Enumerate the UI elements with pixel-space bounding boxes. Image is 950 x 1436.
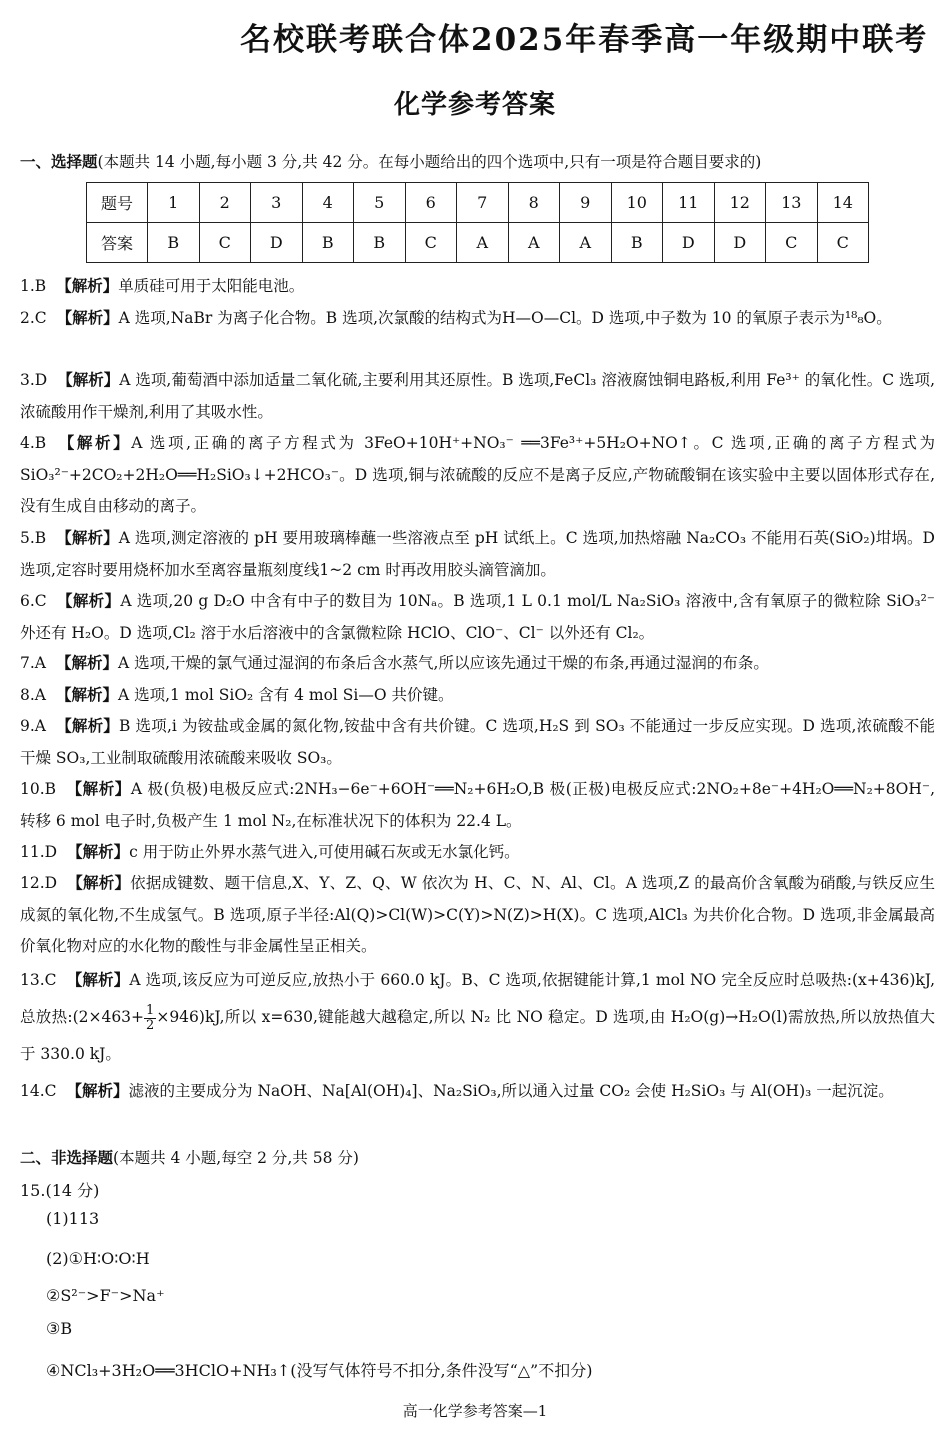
table-cell: A xyxy=(560,223,612,263)
q15-answer-3: ②S²⁻>F⁻>Na⁺ xyxy=(46,1286,165,1305)
table-cell: 1 xyxy=(148,183,200,223)
row-label: 答案 xyxy=(87,223,148,263)
table-cell: 8 xyxy=(508,183,560,223)
q15-answer-4: ③B xyxy=(46,1319,73,1338)
fraction: $\frac{1}{2}$ xyxy=(146,1002,155,1033)
explanation-3: 3.D 【解析】A 选项,葡萄酒中添加适量二氧化硫,主要利用其还原性。B 选项,FeCl₃ 溶液腐蚀铜电路板,利用 Fe³⁺ 的氧化性。C 选项,浓硫酸用作干燥剂,利用了其吸水性。 xyxy=(20,371,935,421)
explanation-9: 9.A 【解析】B 选项,i 为铵盐或金属的氮化物,铵盐中含有共价键。C 选项,H₂S 到 SO₃ 不能通过一步反应实现。D 选项,浓硫酸不能干燥 SO₃,工业制取硫酸用浓硫酸来吸收 SO₃。 xyxy=(20,717,935,767)
page-footer: 高一化学参考答案—1 xyxy=(402,1402,548,1420)
table-cell: 4 xyxy=(302,183,354,223)
explanation-11: 11.D 【解析】c 用于防止外界水蒸气进入,可使用碱石灰或无水氯化钙。 xyxy=(20,843,520,861)
exam-title: 名校联考联合体2025年春季高一年级期中联考 xyxy=(240,22,929,58)
table-cell: 7 xyxy=(457,183,509,223)
table-cell: C xyxy=(405,223,457,263)
section2-heading: 二、非选择题(本题共 4 小题,每空 2 分,共 58 分) xyxy=(20,1149,359,1167)
table-cell: B xyxy=(148,223,200,263)
answer-table xyxy=(86,182,869,263)
table-cell: 13 xyxy=(766,183,818,223)
explanation-1: 1.B 【解析】单质硅可用于太阳能电池。 xyxy=(20,277,305,295)
explanation-6: 6.C 【解析】A 选项,20 g D₂O 中含有中子的数目为 10Nₐ。B 选项,1 L 0.1 mol/L Na₂SiO₃ 溶液中,含有氧原子的微粒除 SiO₃²⁻ 外还有 H₂O。D 选项,Cl₂ 溶于水后溶液中的含氯微粒除 HClO、ClO⁻、Cl⁻ 以外还有 Cl₂。 xyxy=(20,592,935,642)
q15-answer-1: (1)113 xyxy=(46,1209,100,1228)
table-cell: B xyxy=(302,223,354,263)
table-cell: 10 xyxy=(611,183,663,223)
explanation-4: 4.B 【解析】A 选项,正确的离子方程式为 3FeO+10H⁺+NO₃⁻ ══3Fe³⁺+5H₂O+NO↑。C 选项,正确的离子方程式为 SiO₃²⁻+2CO₂+2H₂O══H₂SiO₃↓+2HCO₃⁻。D 选项,铜与浓硫酸的反应不是离子反应,产物硫酸铜在该实验中主要以固体形式存在,没有生成自由移动的离子。 xyxy=(20,434,935,515)
section1-heading: 一、选择题(本题共 14 小题,每小题 3 分,共 42 分。在每小题给出的四个选项中,只有一项是符合题目要求的) xyxy=(20,153,762,171)
explanation-10: 10.B 【解析】A 极(负极)电极反应式:2NH₃−6e⁻+6OH⁻══N₂+6H₂O,B 极(正极)电极反应式:2NO₂+8e⁻+4H₂O══N₂+8OH⁻,转移 6 mol 电子时,负极产生 1 mol N₂,在标准状况下的体积为 22.4 L。 xyxy=(20,780,935,830)
explanation-5: 5.B 【解析】A 选项,测定溶液的 pH 要用玻璃棒蘸一些溶液点至 pH 试纸上。C 选项,加热熔融 Na₂CO₃ 不能用石英(SiO₂)坩埚。D 选项,定容时要用烧杯加水至离容量瓶刻度线1~2 cm 时再改用胶头滴管滴加。 xyxy=(20,529,935,579)
answer-table-row-numbers xyxy=(87,183,869,223)
explanation-13: 13.C 【解析】A 选项,该反应为可逆反应,放热小于 660.0 kJ。B、C 选项,依据键能计算,1 mol NO 完全反应时总吸热:(x+436)kJ,总放热:(2×463+ $\frac{1}{2}$ ×946)kJ,所以 x=630,键能越大越稳定,所以 N₂ 比 NO 稳定。D 选项,由 H₂O(g)→H₂O(l)需放热,所以放热值大于 330.0 kJ。 xyxy=(20,971,935,1063)
explanation-14: 14.C 【解析】滤液的主要成分为 NaOH、Na[Al(OH)₄]、Na₂SiO₃,所以通入过量 CO₂ 会使 H₂SiO₃ 与 Al(OH)₃ 一起沉淀。 xyxy=(20,1082,894,1100)
table-cell: B xyxy=(354,223,406,263)
table-cell: C xyxy=(199,223,251,263)
explanation-2: 2.C 【解析】A 选项,NaBr 为离子化合物。B 选项,次氯酸的结构式为H—O—Cl。D 选项,中子数为 10 的氧原子表示为¹⁸₈O。 xyxy=(20,309,892,327)
table-cell: 3 xyxy=(251,183,303,223)
q15-heading: 15.(14 分) xyxy=(20,1181,100,1200)
explanation-8: 8.A 【解析】A 选项,1 mol SiO₂ 含有 4 mol Si—O 共价键。 xyxy=(20,686,454,704)
table-cell: 2 xyxy=(199,183,251,223)
table-cell: C xyxy=(766,223,818,263)
table-cell: 9 xyxy=(560,183,612,223)
table-cell: 11 xyxy=(663,183,715,223)
q15-answer-2: (2)①H∶O∶O∶H xyxy=(46,1249,150,1268)
explanation-12: 12.D 【解析】依据成键数、题干信息,X、Y、Z、Q、W 依次为 H、C、N、Al、Cl。A 选项,Z 的最高价含氧酸为硝酸,与铁反应生成氮的氧化物,不生成氢气。B 选项,原子半径:Al(Q)>Cl(W)>C(Y)>N(Z)>H(X)。C 选项,AlCl₃ 为共价化合物。D 选项,非金属最高价氧化物对应的水化物的酸性与非金属性呈正相关。 xyxy=(20,874,935,955)
table-cell: D xyxy=(251,223,303,263)
table-cell: C xyxy=(817,223,869,263)
answer-table-row-answers xyxy=(87,223,869,263)
q15-answer-5: ④NCl₃+3H₂O══3HClO+NH₃↑(没写气体符号不扣分,条件没写“△”不扣分) xyxy=(46,1361,593,1380)
table-cell: 12 xyxy=(714,183,766,223)
table-cell: D xyxy=(714,223,766,263)
explanation-7: 7.A 【解析】A 选项,干燥的氯气通过湿润的布条后含水蒸气,所以应该先通过干燥的布条,再通过湿润的布条。 xyxy=(20,654,769,672)
table-cell: D xyxy=(663,223,715,263)
table-cell: 14 xyxy=(817,183,869,223)
table-cell: B xyxy=(611,223,663,263)
doc-subtitle: 化学参考答案 xyxy=(393,90,556,120)
table-cell: 5 xyxy=(354,183,406,223)
table-cell: 6 xyxy=(405,183,457,223)
row-label: 题号 xyxy=(87,183,148,223)
table-cell: A xyxy=(457,223,509,263)
table-cell: A xyxy=(508,223,560,263)
